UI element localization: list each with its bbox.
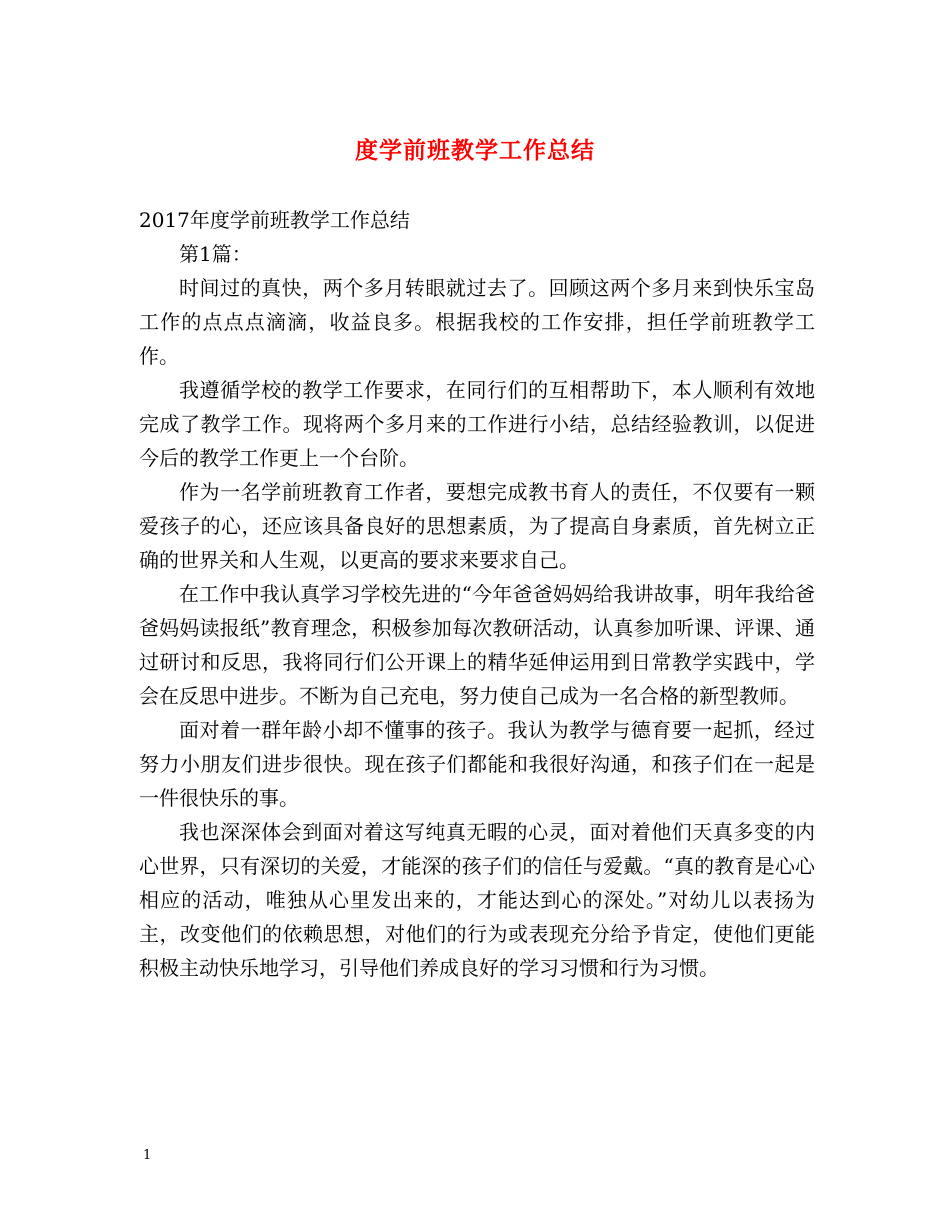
document-title: 度学前班教学工作总结	[355, 137, 595, 164]
document-body	[139, 203, 815, 985]
paragraph: 在工作中我认真学习学校先进的“今年爸爸妈妈给我讲故事，明年我给爸爸妈妈读报纸”教育理念，积极参加每次教研活动，认真参加听课、评课、通过研讨和反思，我将同行们公开课上的精华延伸运用到日常教学实践中，学会在反思中进步。不断为自己充电，努力使自己成为一名合格的新型教师。	[139, 582, 815, 708]
paragraph: 我也深深体会到面对着这写纯真无暇的心灵，面对着他们天真多变的内心世界，只有深切的关爱，才能深的孩子们的信任与爱戴。“真的教育是心心相应的活动，唯独从心里发出来的，才能达到心的深处。”对幼儿以表扬为主，改变他们的依赖思想，对他们的行为或表现充分给予肯定，使他们更能积极主动快乐地学习，引导他们养成良好的学习习惯和行为习惯。	[139, 820, 815, 980]
section-heading: 第1篇：	[179, 242, 252, 266]
page-number: 1	[143, 1148, 152, 1163]
paragraph: 作为一名学前班教育工作者，要想完成教书育人的责任，不仅要有一颗爱孩子的心，还应该具备良好的思想素质，为了提高自身素质，首先树立正确的世界关和人生观，以更高的要求来要求自己。	[139, 480, 815, 572]
document-subtitle: 2017年度学前班教学工作总结	[139, 208, 410, 232]
paragraph: 时间过的真快，两个多月转眼就过去了。回顾这两个多月来到快乐宝岛工作的点点点滴滴，收益良多。根据我校的工作安排，担任学前班教学工作。	[139, 276, 815, 368]
paragraph: 我遵循学校的教学工作要求，在同行们的互相帮助下，本人顺利有效地完成了教学工作。现将两个多月来的工作进行小结，总结经验教训，以促进今后的教学工作更上一个台阶。	[139, 378, 815, 470]
paragraph: 面对着一群年龄小却不懂事的孩子。我认为教学与德育要一起抓，经过努力小朋友们进步很快。现在孩子们都能和我很好沟通，和孩子们在一起是一件很快乐的事。	[139, 718, 815, 810]
